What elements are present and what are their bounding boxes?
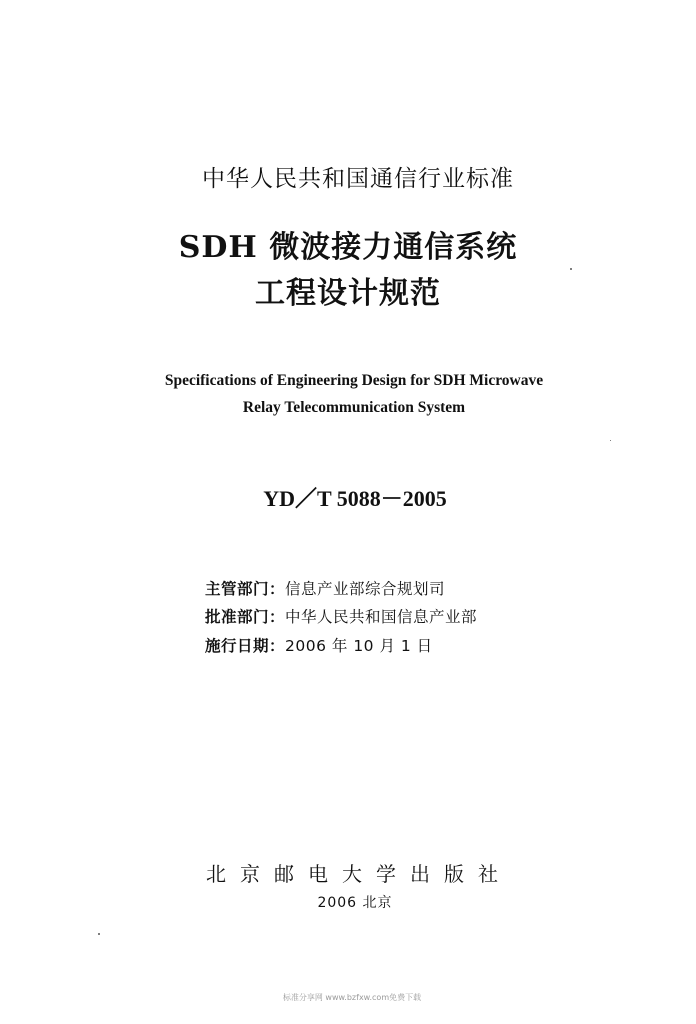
- watermark-text: 标准分享网 www.bzfxw.com免费下载: [282, 993, 422, 1002]
- scan-speck: [610, 440, 611, 441]
- english-title-line-1: Specifications of Engineering Design for SDH Microwave: [164, 372, 544, 389]
- scan-speck: [98, 933, 100, 935]
- approval-department-label: 批准部门：: [205, 608, 286, 626]
- effective-date-line: [205, 634, 433, 656]
- document-title-line-2: 工程设计规范: [255, 276, 441, 311]
- publication-year-place: 2006 北京: [317, 895, 393, 911]
- approval-department-line: [205, 605, 477, 627]
- effective-date-value: 2006 年 10 月 1 日: [285, 637, 433, 655]
- publisher-name: 北京邮电大学出版社: [206, 862, 512, 886]
- competent-department-line: [205, 577, 445, 599]
- standard-series-heading: 中华人民共和国通信行业标准: [202, 166, 514, 192]
- document-title-line-1: SDH 微波接力通信系统: [178, 230, 518, 265]
- approval-department-value: 中华人民共和国信息产业部: [285, 608, 478, 626]
- standard-number: YD／T 5088－2005: [263, 486, 447, 511]
- english-title-line-2: Relay Telecommunication System: [242, 399, 466, 416]
- competent-department-label: 主管部门：: [205, 580, 286, 598]
- competent-department-value: 信息产业部综合规划司: [285, 580, 446, 598]
- scan-speck: [570, 268, 572, 270]
- effective-date-label: 施行日期：: [205, 637, 286, 655]
